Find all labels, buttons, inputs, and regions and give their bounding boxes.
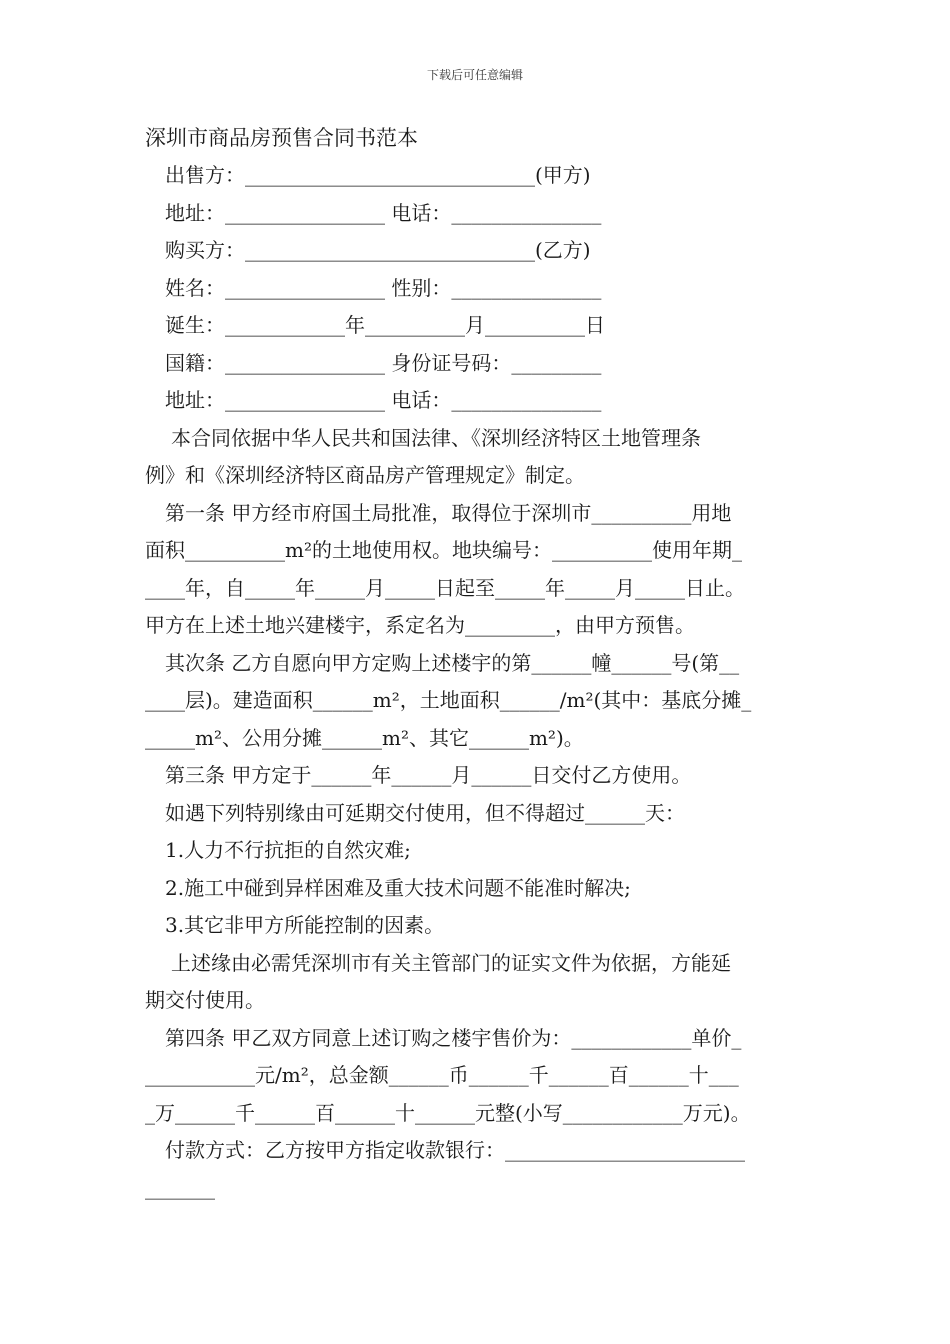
contract-line: 本合同依据中华人民共和国法律、《深圳经济特区土地管理条	[171, 425, 701, 450]
header-note: 下载后可任意编辑	[426, 68, 523, 82]
contract-line: 如遇下列特别缘由可延期交付使用，但不得超过______天：	[165, 800, 685, 825]
contract-line: 出售方：_____________________________(甲方)	[165, 163, 591, 187]
contract-line: ____年，自_____年_____月_____日起至_____年_____月_____日止。	[145, 575, 745, 600]
contract-line: 国籍：________________ 身份证号码：_________	[165, 350, 602, 375]
contract-line: 2.施工中碰到异样困难及重大技术问题不能准时解决;	[165, 875, 631, 900]
document-title: 深圳市商品房预售合同书范本	[145, 126, 418, 150]
contract-line: 其次条 乙方自愿向甲方定购上述楼宇的第______幢______号(第__	[165, 650, 740, 675]
contract-line: 3.其它非甲方所能控制的因素。	[165, 913, 445, 937]
contract-line: 第四条 甲乙双方同意上述订购之楼宇售价为：____________单价_	[165, 1025, 742, 1050]
contract-line: 上述缘由必需凭深圳市有关主管部门的证实文件为依据，方能延	[171, 950, 731, 975]
contract-line: ___________元/m²，总金额______币______千______百______十___	[145, 1063, 739, 1087]
contract-document	[145, 120, 810, 1207]
contract-line: _______	[145, 1175, 215, 1200]
contract-line: 甲方在上述土地兴建楼宇，系定名为_________，由甲方预售。	[145, 613, 695, 637]
contract-line: 第一条 甲方经市府国土局批准，取得位于深圳市__________用地	[165, 500, 732, 525]
contract-line: 例》和《深圳经济特区商品房产管理规定》制定。	[145, 463, 585, 487]
contract-line: 地址：________________ 电话：_______________	[165, 388, 602, 412]
contract-line: 地址：________________ 电话：_______________	[165, 200, 602, 225]
contract-line: 第三条 甲方定于______年______月______日交付乙方使用。	[165, 763, 692, 787]
contract-body	[145, 157, 810, 1207]
contract-line: _万______千______百______十______元整(小写____________万元)。	[145, 1100, 751, 1125]
contract-line: ____层)。建造面积______m²，土地面积______/m²(其中：基底分摊_	[145, 688, 752, 712]
contract-line: 购买方：_____________________________(乙方)	[165, 238, 591, 262]
contract-line: 期交付使用。	[145, 988, 265, 1012]
contract-line: 面积__________m²的土地使用权。地块编号：__________使用年期_	[145, 538, 742, 562]
contract-line: 付款方式：乙方按甲方指定收款银行：________________________	[165, 1138, 745, 1162]
contract-line: 诞生：____________年__________月__________日	[165, 313, 605, 337]
contract-line: 1.人力不行抗拒的自然灾难;	[165, 838, 411, 862]
contract-line: 姓名：________________ 性别：_______________	[165, 275, 602, 300]
contract-line: _____m²、公用分摊______m²、其它______m²)。	[145, 725, 584, 750]
